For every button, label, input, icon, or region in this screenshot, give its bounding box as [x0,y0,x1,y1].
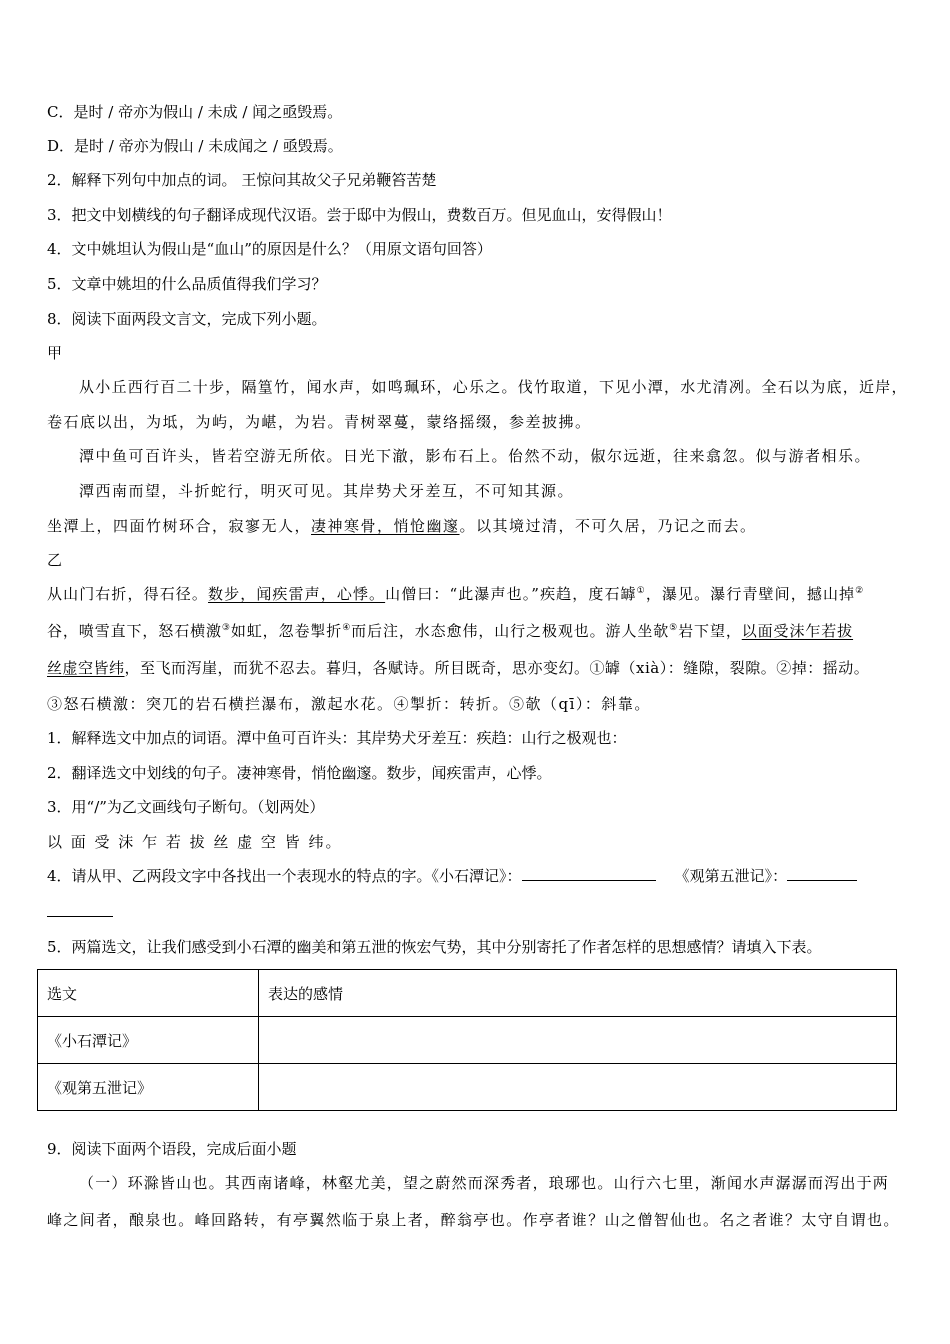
question-7-4: 4．文中姚坦认为假山是“血山”的原因是什么？（用原文语句回答） [47,240,492,258]
footnote-marker-2: ② [855,586,865,596]
line-c-option: C．是时 / 帝亦为假山 / 未成 / 闻之亟毁焉。 [47,103,343,121]
answer-table [37,969,897,1111]
jia-paragraph-1b: 卷石底以出，为坻，为屿，为嵁，为岩。青树翠蔓，蒙络摇缀，参差披拂。 [47,413,592,431]
yi-p2-d: 岩下望， [678,622,742,640]
jia-paragraph-2: 潭中鱼可百许头，皆若空游无所依。日光下澈，影布石上。佁然不动，俶尔远逝，往来翕忽。似与游者相乐。 [79,447,872,465]
yi-paragraph-1 [47,584,864,604]
yi-p2-underlined: 以面受沫乍若拔 [741,622,854,640]
question-8-title: 8．阅读下面两段文言文，完成下列小题。 [47,310,327,328]
yi-paragraph-2 [47,621,853,641]
question-9-title: 9．阅读下面两个语段，完成后面小题 [47,1140,297,1158]
question-8-2: 2．翻译选文中划线的句子。凄神寒骨，悄怆幽邃。数步，闻疾雷声，心悸。 [47,764,552,782]
answer-blank-2-continuation[interactable] [47,902,113,922]
table-cell-passage: 《观第五泄记》 [38,1064,259,1111]
yi-p2-c: 而后注，水态愈伟，山行之极观也。游人坐欹 [351,622,670,640]
yi-footnotes: ③怒石横激：突兀的岩石横拦瀑布，激起水花。④掣折：转折。⑤欹（qī）：斜靠。 [47,695,651,713]
yi-p3-underlined: 丝虚空皆纬 [47,659,125,677]
question-8-5: 5．两篇选文，让我们感受到小石潭的幽美和第五泄的恢宏气势，其中分别寄托了作者怎样的思想感情？请填入下表。 [47,938,822,956]
table-header-emotion: 表达的感情 [259,970,897,1017]
answer-blank-2[interactable] [787,866,857,881]
q8-4-prompt-b: 《观第五泄记》： [674,867,788,885]
answer-blank-1[interactable] [522,866,656,881]
yi-p1-mid2: ，瀑见。瀑行青壁间，撼山掉 [645,585,856,603]
yi-paragraph-3 [47,658,869,678]
jia-paragraph-1a: 从小丘西行百二十步，隔篁竹，闻水声，如鸣珮环，心乐之。伐竹取道，下见小潭，水尤清冽。全石以为底，近岸， [79,378,908,396]
question-7-3: 3．把文中划横线的句子翻译成现代汉语。尝于邸中为假山，费数百万。但见血山，安得假山！ [47,206,672,224]
yi-p2-b: 如虹，忽卷掣折 [230,622,343,640]
question-8-1: 1．解释选文中加点的词语。潭中鱼可百许头：其岸势犬牙差互：疾趋：山行之极观也： [47,729,627,747]
table-row [38,970,897,1017]
yi-p3-post: ，至飞而泻崖，而犹不忍去。暮归，各赋诗。所目既奇，思亦变幻。①罅（xià）：缝隙，裂隙。②掉：摇动。 [124,659,870,677]
passage-yi-label: 乙 [47,551,63,569]
yi-p2-a: 谷，喷雪直下，怒石横激 [47,622,222,640]
footnote-marker-1: ① [636,586,646,596]
footnote-marker-3: ③ [221,623,231,633]
table-cell-passage: 《小石潭记》 [38,1017,259,1064]
jia-p4-pre: 坐潭上，四面竹树环合，寂寥无人， [47,517,312,535]
jia-paragraph-3: 潭西南而望，斗折蛇行，明灭可见。其岸势犬牙差互，不可知其源。 [79,482,575,500]
footnote-marker-4: ④ [342,623,352,633]
jia-paragraph-4 [47,516,757,536]
line-d-option: D．是时 / 帝亦为假山 / 未成闻之 / 亟毁焉。 [47,137,343,155]
question-8-3-text: 以 面 受 沫 乍 若 拔 丝 虚 空 皆 纬。 [47,833,343,851]
table-header-passage: 选文 [38,970,259,1017]
question-8-4 [47,866,857,886]
q9-paragraph-1a: （一）环滁皆山也。其西南诸峰，林壑尤美，望之蔚然而深秀者，琅琊也。山行六七里，渐闻水声潺潺而泻出于两 [79,1174,890,1192]
jia-p4-underlined: 凄神寒骨，悄怆幽邃 [311,517,460,535]
question-8-3: 3．用“/”为乙文画线句子断句。（划两处） [47,798,325,816]
question-7-5: 5．文章中姚坦的什么品质值得我们学习？ [47,275,327,293]
table-cell-answer[interactable] [259,1017,897,1064]
passage-jia-label: 甲 [47,344,63,362]
table-row [38,1064,897,1111]
q9-paragraph-1b: 峰之间者，酿泉也。峰回路转，有亭翼然临于泉上者，醉翁亭也。作亭者谁？山之僧智仙也。名之者谁？太守自谓也。 [47,1211,900,1229]
table-cell-answer[interactable] [259,1064,897,1111]
question-7-2: 2．解释下列句中加点的词。 王惊问其故父子兄弟鞭笞苦楚 [47,171,437,189]
q8-4-prompt-a: 4．请从甲、乙两段文字中各找出一个表现水的特点的字。《小石潭记》： [47,867,522,885]
yi-p1-mid: 山僧曰：“此瀑声也。”疾趋，度石罅 [385,585,637,603]
yi-p1-pre: 从山门右折，得石径。 [47,585,209,603]
table-row [38,1017,897,1064]
jia-p4-post: 。以其境过清，不可久居，乃记之而去。 [459,517,757,535]
footnote-marker-5: ⑤ [669,623,679,633]
yi-p1-underlined: 数步，闻疾雷声，心悸。 [208,585,386,603]
